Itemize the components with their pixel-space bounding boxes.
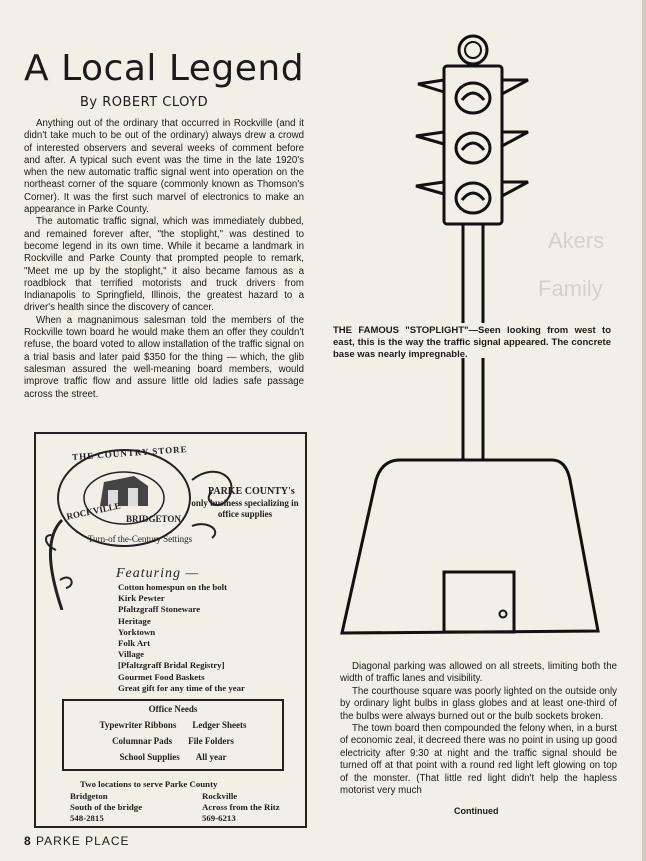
article-paragraph: Anything out of the ordinary that occurred in Rockville (and it didn't take much to be out of the ordinary) always drew a crowd of interested observers and several weeks of comment before and after. A typical such event was the time in the late 1920's when the new automatic traffic signal went into operation on the northeast corner of the square (commonly known as Thomson's Corner). It was the first such marvel of electronics to make an appearance in Parke County. <box>24 118 304 216</box>
page-footer <box>24 834 130 848</box>
logo-text-left: ROCKVILLE <box>65 500 122 522</box>
bleed-through-text: Family <box>538 276 603 301</box>
office-item: All year <box>195 752 227 762</box>
ad-settings: Turn-of the-Century Settings <box>88 534 193 544</box>
logo-text-top: THE COUNTRY STORE <box>71 443 188 463</box>
office-item: Typewriter Ribbons <box>99 720 177 730</box>
list-item: Kirk Pewter <box>118 593 165 604</box>
location-bridgeton <box>70 791 142 824</box>
article-body <box>24 118 304 401</box>
office-needs-box <box>62 699 284 771</box>
ad-item-list <box>118 582 245 694</box>
list-item: Great gift for any time of the year <box>118 682 245 693</box>
article-continuation <box>340 661 617 797</box>
location-name: Bridgeton <box>70 791 108 801</box>
photo-caption: THE FAMOUS "STOPLIGHT"—Seen looking from west to east, this is the way the traffic signal appeared. The concrete base was nearly impregnable. <box>333 325 611 360</box>
office-needs-title: Office Needs <box>148 704 198 714</box>
ad-locations-line: Two locations to serve Parke County <box>80 779 218 789</box>
publication-name: PARKE PLACE <box>36 834 130 848</box>
list-item: Heritage <box>118 615 151 626</box>
article-paragraph: The courthouse square was poorly lighted on the outside only by ordinary light bulbs in glass globes and at least one-third of the bulbs were always burned out or the bulb sockets broken. <box>340 685 617 722</box>
location-address: Across from the Ritz <box>202 802 280 812</box>
location-rockville <box>202 791 280 824</box>
ad-headline: PARKE COUNTY's <box>208 486 295 497</box>
logo-text-right: BRIDGETON <box>126 514 181 524</box>
list-item: Yorktown <box>118 626 156 637</box>
ad-subhead: only business specializing in office supplies <box>191 498 299 519</box>
article-paragraph: When a magnanimous salesman told the members of the Rockville town board he would make them an offer they couldn't refuse, the board voted to allow installation of the traffic signal on a trial basis and later paid $350 for the thing — which, the glib salesman assured the well-meaning board members, would improve traffic flow and assure little old ladies safe passage across the street. <box>24 314 304 400</box>
office-row <box>72 720 274 730</box>
article-paragraph: The automatic traffic signal, which was immediately dubbed, and remained forever after, "the stoplight," was destined to become legend in its own time. While it became a landmark in Rockville and Parke County that prompted people to remark, "Meet me up by the stoplight," it also became famous as a roadblock that terrified motorists and truck drivers from Indianapolis to Springfield, Illinois, the greatest hazard to a driver's health since the discovery of cancer. <box>24 216 304 314</box>
list-item: Pfaltzgraff Stoneware <box>118 604 201 615</box>
location-address: South of the bridge <box>70 802 143 812</box>
article-byline: By ROBERT CLOYD <box>80 95 209 110</box>
office-item: School Supplies <box>119 752 180 762</box>
office-item: File Folders <box>188 736 234 746</box>
list-item: Folk Art <box>118 638 151 649</box>
list-item: Gourmet Food Baskets <box>118 671 205 682</box>
continued-label: Continued <box>454 806 499 816</box>
location-name: Rockville <box>202 791 238 801</box>
list-item: [Pfaltzgraff Bridal Registry] <box>118 660 225 671</box>
list-item: Cotton homespun on the bolt <box>118 582 228 592</box>
office-row <box>72 736 274 746</box>
list-item: Village <box>118 649 145 660</box>
country-store-ad <box>34 432 307 828</box>
article-paragraph: The town board then compounded the felony when, in a burst of economic zeal, it decreed there was no point in using up good electricity after 9:30 at night and the traffic signal should be turned off at that point with a round red light left glowing on top of the monster. (That little red light didn't help the hapless motorist very much <box>340 723 617 797</box>
ad-featuring: Featuring — <box>116 566 199 581</box>
article-paragraph: Diagonal parking was allowed on all streets, limiting both the width of traffic lanes and visibility. <box>340 661 617 685</box>
office-row <box>72 752 274 762</box>
office-item: Ledger Sheets <box>192 720 247 730</box>
page-number: 8 <box>24 834 32 848</box>
location-phone: 569-6213 <box>202 813 236 823</box>
page-edge <box>642 0 646 861</box>
office-item: Columnar Pads <box>112 736 173 746</box>
location-phone: 548-2815 <box>70 813 104 823</box>
article-title: A Local Legend <box>24 48 305 89</box>
bleed-through-text: Akers <box>548 228 605 253</box>
